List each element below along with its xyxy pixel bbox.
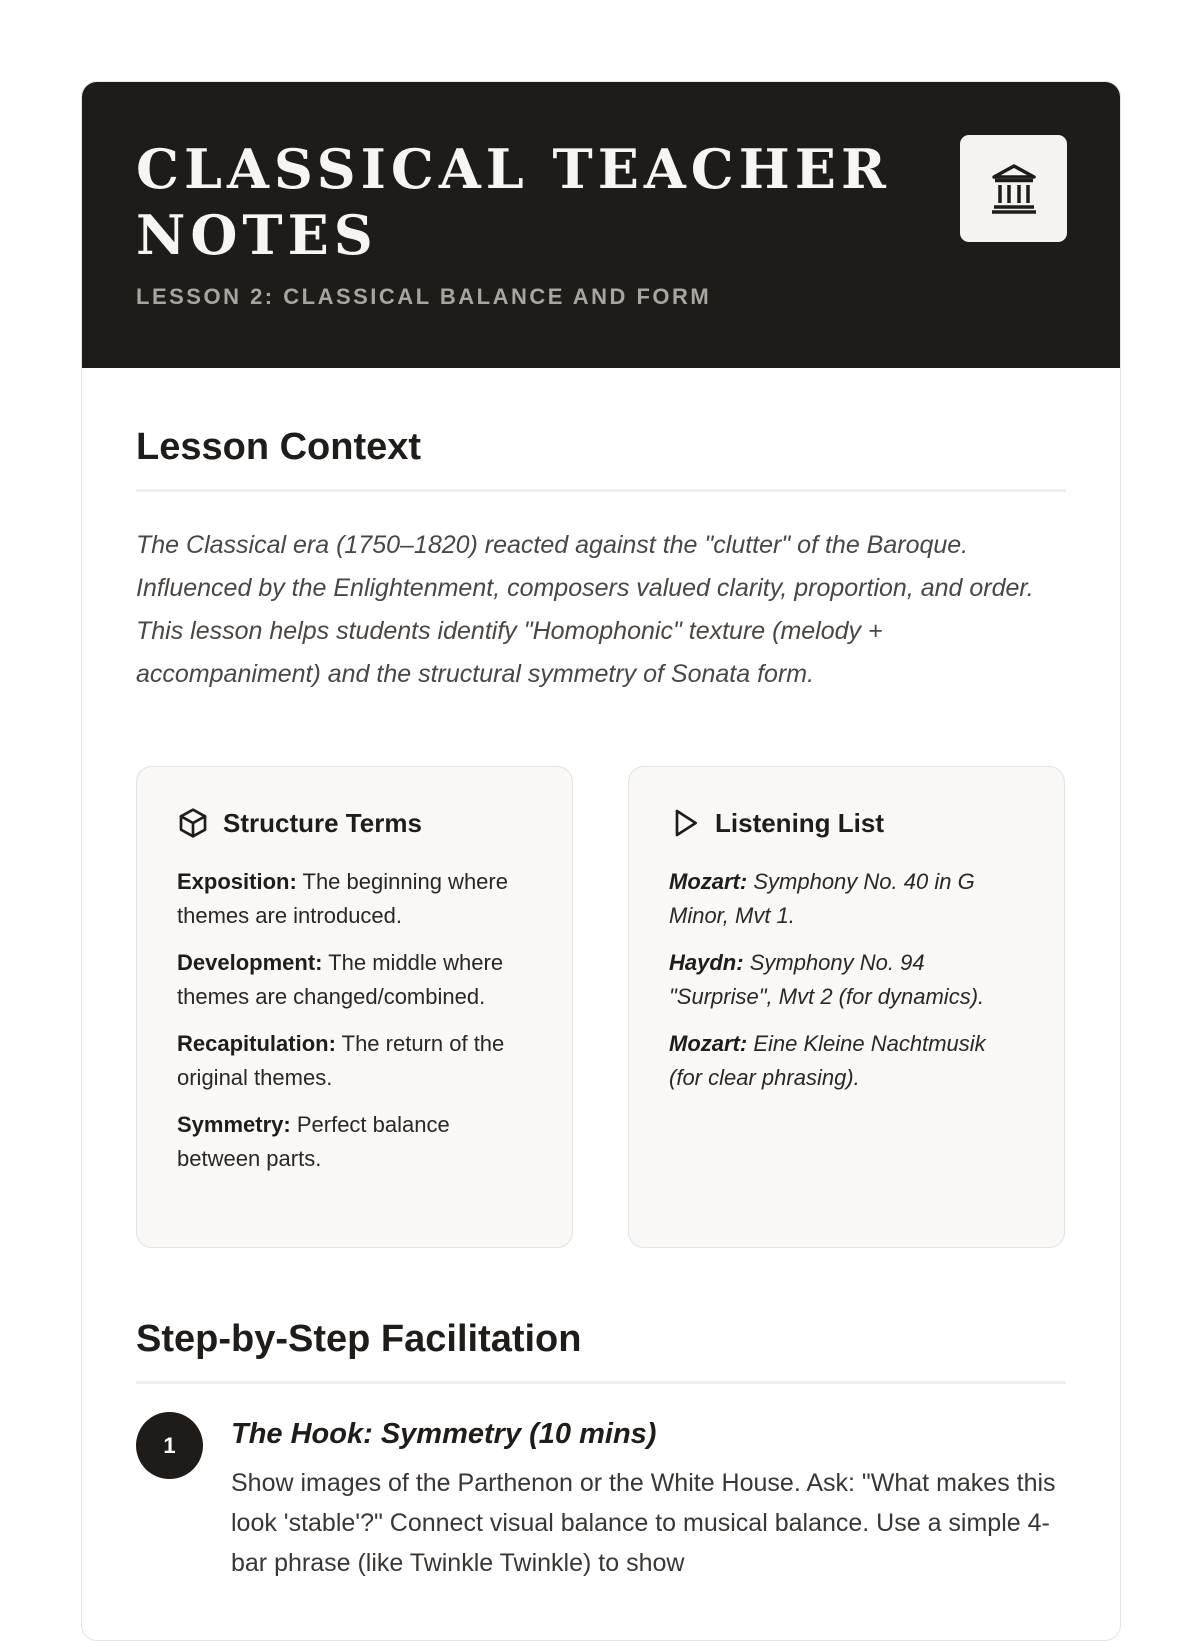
structure-terms-title xyxy=(177,807,532,839)
listening-list-box xyxy=(628,766,1065,1248)
work-title: Eine Kleine Nachtmusik (for clear phrasing). xyxy=(669,1031,986,1090)
listening-list-title xyxy=(669,807,1024,839)
lesson-card xyxy=(81,81,1121,1641)
lesson-body xyxy=(82,426,1120,1583)
term-item xyxy=(177,1108,532,1176)
lesson-subtitle: LESSON 2: CLASSICAL BALANCE AND FORM xyxy=(136,284,712,309)
term-desc: The middle where themes are changed/combined. xyxy=(177,950,504,1009)
facilitation-heading: Step-by-Step Facilitation xyxy=(136,1318,1066,1384)
work-title: Symphony No. 94 "Surprise", Mvt 2 (for dynamics). xyxy=(669,950,985,1009)
term-item xyxy=(177,946,532,1014)
step-title: The Hook: Symmetry (10 mins) xyxy=(231,1418,657,1450)
term-desc: The return of the original themes. xyxy=(177,1031,505,1090)
term-item xyxy=(177,1027,532,1095)
composer-name: Mozart: xyxy=(669,869,748,894)
lesson-context-text: The Classical era (1750–1820) reacted against the "clutter" of the Baroque. Influenced by the Enlightenment, composers valued clarity, proportion, and order. This lesson helps students identify "Homophonic" texture (melody + accompaniment) and the structural symmetry of Sonata form. xyxy=(136,531,1034,688)
cube-icon xyxy=(177,807,209,839)
structure-terms-box xyxy=(136,766,573,1248)
header xyxy=(82,82,1120,368)
listening-list-label: Listening List xyxy=(715,807,884,838)
composer-name: Haydn: xyxy=(669,950,744,975)
play-icon xyxy=(669,807,701,839)
classical-building-icon xyxy=(990,163,1038,215)
term-name: Symmetry: xyxy=(177,1112,291,1137)
term-item xyxy=(177,865,532,933)
term-desc: Perfect balance between parts. xyxy=(177,1112,450,1171)
term-name: Exposition: xyxy=(177,869,297,894)
term-desc: The beginning where themes are introduced. xyxy=(177,869,508,928)
term-name: Development: xyxy=(177,950,323,975)
listening-item xyxy=(669,865,1024,933)
info-boxes xyxy=(136,766,1066,1248)
logo-tile xyxy=(960,135,1067,242)
step-content xyxy=(231,1412,1061,1583)
listening-item xyxy=(669,1027,1024,1095)
listening-item xyxy=(669,946,1024,1014)
facilitation-step xyxy=(136,1412,1066,1583)
lesson-context-heading: Lesson Context xyxy=(136,426,1066,492)
structure-terms-label: Structure Terms xyxy=(223,807,422,838)
step-number-badge: 1 xyxy=(136,1412,203,1479)
page-title: CLASSICAL TEACHER NOTES xyxy=(136,137,891,267)
work-title: Symphony No. 40 in G Minor, Mvt 1. xyxy=(669,869,975,928)
step-text: Show images of the Parthenon or the White House. Ask: "What makes this look 'stable'?" Connect visual balance to musical balance. Use a simple 4-bar phrase (like Twinkle Twinkle) to show xyxy=(231,1469,1056,1577)
term-name: Recapitulation: xyxy=(177,1031,336,1056)
composer-name: Mozart: xyxy=(669,1031,748,1056)
